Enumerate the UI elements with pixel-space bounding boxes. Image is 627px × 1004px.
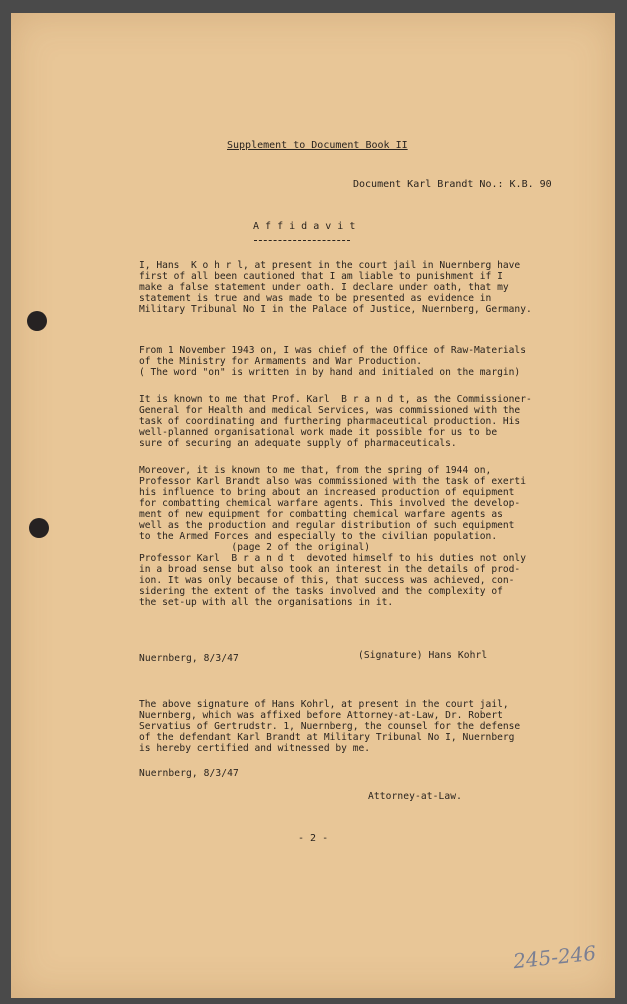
text-line: I, Hans K o h r l, at present in the court jail in Nuernberg have: [139, 260, 521, 271]
affidavit-underline: [254, 240, 350, 241]
certification-paragraph: [139, 699, 539, 754]
page-number: - 2 -: [298, 833, 329, 844]
text-line: Professor Karl B r a n d t devoted himself to his duties not only: [139, 553, 526, 564]
text-line: ion. It was only because of this, that success was achieved, con-: [139, 575, 515, 586]
text-line: task of coordinating and furthering pharmaceutical production. His: [139, 416, 521, 427]
text-line: It is known to me that Prof. Karl B r a n d t, as the Commissioner-: [139, 394, 532, 405]
text-line: sidering the extent of the tasks involved and the complexity of: [139, 586, 503, 597]
supplement-title: Supplement to Document Book II: [227, 140, 408, 151]
text-line: well as the production and regular distribution of such equipment: [139, 520, 515, 531]
document-number: Document Karl Brandt No.: K.B. 90: [353, 179, 552, 190]
text-line: well-planned organisational work made it possible for us to be: [139, 427, 498, 438]
text-line: The above signature of Hans Kohrl, at present in the court jail,: [139, 699, 509, 710]
text-line: statement is true and was made to be presented as evidence in: [139, 293, 492, 304]
text-line: the set-up with all the organisations in it.: [139, 597, 394, 608]
certification-place-date: Nuernberg, 8/3/47: [139, 768, 239, 779]
text-line: for combatting chemical warfare agents. This involved the develop-: [139, 498, 521, 509]
paragraph-declaration: [139, 260, 539, 315]
text-line: to the Armed Forces and especially to the civilian population.: [139, 531, 498, 542]
document-page: [11, 13, 615, 998]
punch-hole-top: [27, 311, 47, 331]
text-line: Nuernberg, which was affixed before Attorney-at-Law, Dr. Robert: [139, 710, 503, 721]
paragraph-position: [139, 345, 539, 378]
text-line: sure of securing an adequate supply of pharmaceuticals.: [139, 438, 457, 449]
signature-text: (Signature) Hans Kohrl: [358, 650, 488, 661]
text-line: his influence to bring about an increased production of equipment: [139, 487, 515, 498]
handwritten-page-note: 245-246: [511, 940, 598, 974]
paragraph-chemical-warfare: [139, 465, 539, 608]
text-line: Professor Karl Brandt also was commissioned with the task of exerti: [139, 476, 526, 487]
signature-place-date: Nuernberg, 8/3/47: [139, 653, 239, 664]
text-line: ment of new equipment for combatting chemical warfare agents as: [139, 509, 503, 520]
text-line: first of all been cautioned that I am liable to punishment if I: [139, 271, 503, 282]
text-line: Moreover, it is known to me that, from the spring of 1944 on,: [139, 465, 492, 476]
text-line: General for Health and medical Services, was commissioned with the: [139, 405, 521, 416]
text-line: From 1 November 1943 on, I was chief of the Office of Raw-Materials: [139, 345, 526, 356]
text-line: Servatius of Gertrudstr. 1, Nuernberg, the counsel for the defense: [139, 721, 521, 732]
text-line: ( The word "on" is written in by hand and initialed on the margin): [139, 367, 521, 378]
text-line: is hereby certified and witnessed by me.: [139, 743, 371, 754]
text-line: of the defendant Karl Brandt at Military Tribunal No I, Nuernberg: [139, 732, 515, 743]
affidavit-title: A f f i d a v i t: [253, 221, 356, 232]
text-line: in a broad sense but also took an interest in the details of prod-: [139, 564, 521, 575]
attorney-title: Attorney-at-Law.: [368, 791, 463, 802]
paragraph-commissioner: [139, 394, 539, 449]
text-line: (page 2 of the original): [139, 542, 371, 553]
punch-hole-bottom: [29, 518, 49, 538]
text-line: Military Tribunal No I in the Palace of Justice, Nuernberg, Germany.: [139, 304, 532, 315]
text-line: make a false statement under oath. I declare under oath, that my: [139, 282, 509, 293]
text-line: of the Ministry for Armaments and War Production.: [139, 356, 423, 367]
